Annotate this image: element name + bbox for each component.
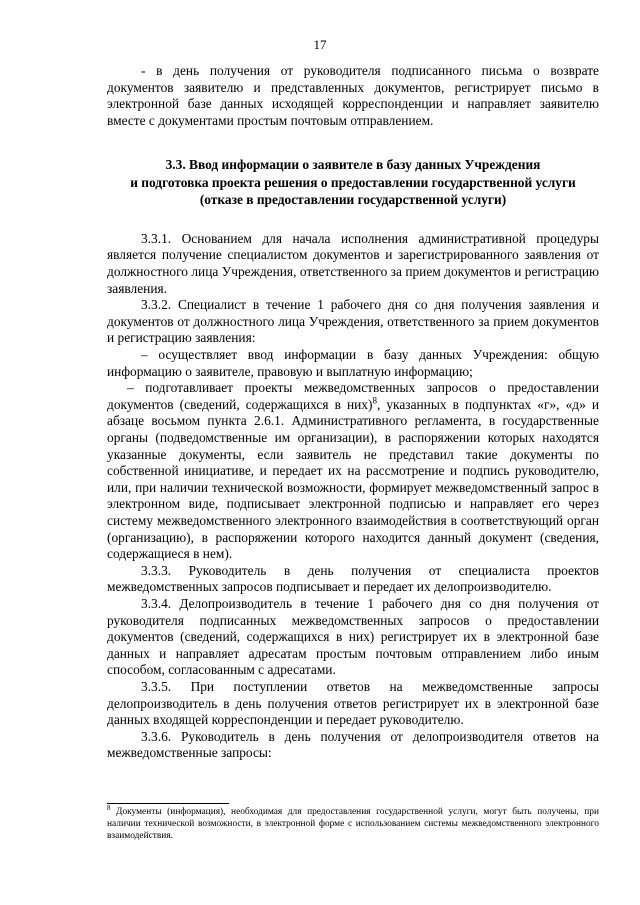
bullet-item-data-entry: – осуществляет ввод информации в базу данных Учреждения: общую информацию о заявителе, правовую и выплатную информацию;: [107, 347, 599, 379]
paragraph-3-3-6: 3.3.6. Руководитель в день получения от делопроизводителя ответов на межведомственные запросы:: [107, 728, 599, 761]
section-heading-line-1: 3.3. Ввод информации о заявителе в базу данных Учреждения: [165, 157, 541, 173]
section-heading-line-2: и подготовка проекта решения о предоставлении государственной услуги: [130, 174, 576, 190]
bullet-item-interagency-requests: [107, 380, 599, 563]
footnote-divider: [107, 803, 229, 804]
footnote-marker: 8: [107, 803, 111, 812]
bullet-item-text-end: , указанных в подпунктах «г», «д» и абзаце восьмом пункта 2.6.1. Административного регламента, в государственные органы (подведомственные им организации), в распоряжении которых находятся указанные документы, если заявитель не представил такие документы по собственной инициативе, и передает их на рассмотрение и подпись руководителю, или, при наличии технической возможности, формирует межведомственный запрос в электронном виде, подписывает электронной подписью и направляет его через систему межведомственного электронного взаимодействия в соответствующий орган (организацию), в распоряжении которого находится данный документ (сведения, содержащиеся в нем).: [107, 396, 600, 562]
footnote-text: Документы (информация), необходимая для предоставления государственной услуги, могут быть получены, при наличии технической возможности, в электронной форме с использованием системы межведомственного электронного взаимодействия.: [107, 807, 599, 841]
paragraph-3-3-1: 3.3.1. Основанием для начала исполнения административной процедуры является получение специалистом документов и зарегистрированного заявления от должностного лица Учреждения, ответственного за прием документов и регистрацию заявления.: [107, 230, 599, 296]
document-body: [107, 63, 599, 762]
footnote-reference: 8: [372, 395, 377, 406]
bullet-item-text-start: – подготавливает проекты межведомственных запросов о предоставлении документов (сведений, содержащихся в них): [107, 380, 599, 412]
paragraph-3-3-5: 3.3.5. При поступлении ответов на межведомственные запросы делопроизводитель в день получения ответов регистрирует их в электронной базе данных входящей корреспонденции и передает руководителю.: [107, 678, 599, 728]
paragraph-3-3-2: 3.3.2. Специалист в течение 1 рабочего дня со дня получения заявления и документов от должностного лица Учреждения, ответственного за прием документов и регистрацию заявления:: [107, 297, 599, 346]
section-heading-line-3: (отказе в предоставлении государственной услуги): [199, 192, 507, 208]
page-number: 17: [313, 37, 327, 52]
paragraph-3-3-3: 3.3.3. Руководитель в день получения от специалиста проектов межведомственных запросов подписывает и передает их делопроизводителю.: [107, 562, 599, 595]
intro-paragraph: - в день получения от руководителя подписанного письма о возврате документов заявителю и представленных документов, регистрирует письмо в электронной базе данных исходящей корреспонденции и направляет заявителю вместе с документами простым почтовым отправлением.: [107, 63, 599, 128]
section-heading: [107, 156, 599, 209]
footnote: [107, 803, 599, 842]
paragraph-3-3-4: 3.3.4. Делопроизводитель в течение 1 рабочего дня со дня получения от руководителя подписанных межведомственных запросов о предоставлении документов (сведений, содержащихся в них) регистрирует их в электронной базе данных и направляет адресатам простым почтовым отправлением либо иным способом, согласованным с адресатами.: [107, 595, 599, 678]
